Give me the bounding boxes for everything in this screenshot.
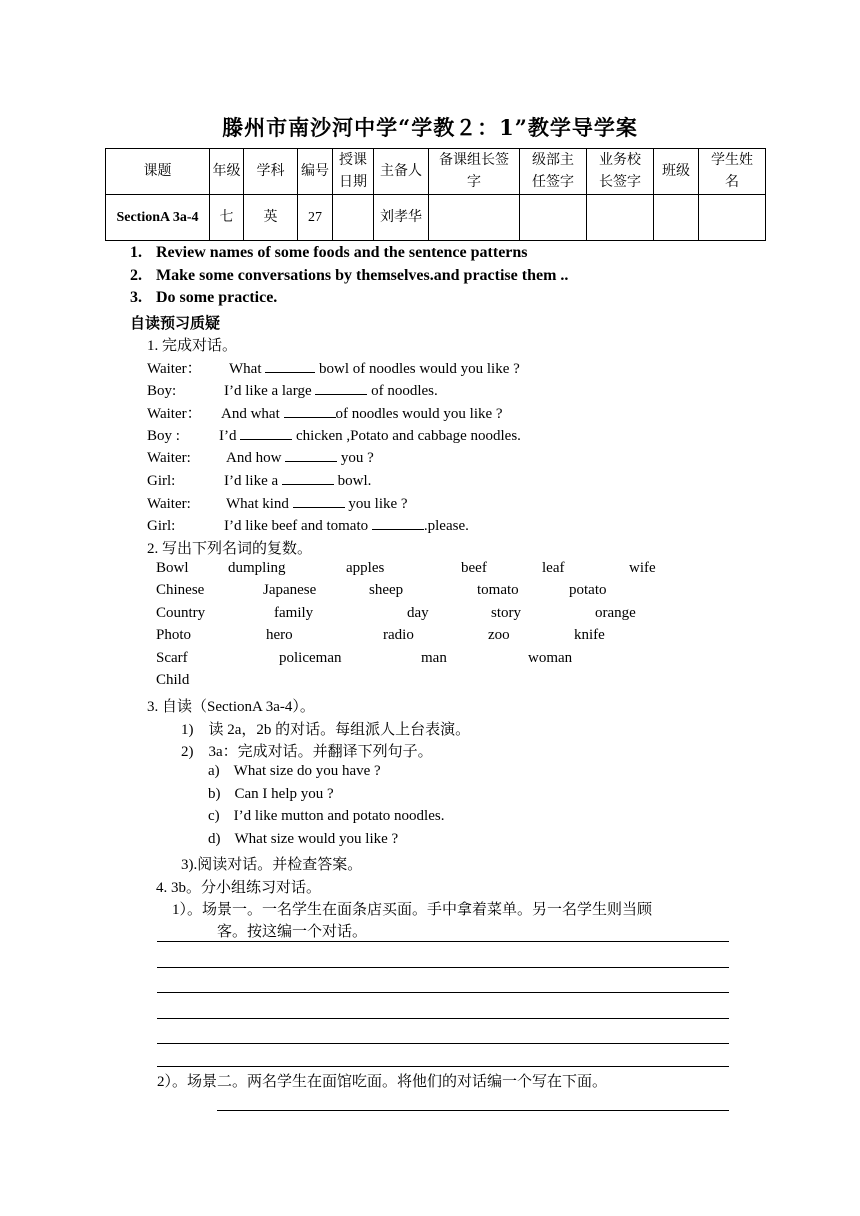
part4-title: 4. 3b。分小组练习对话。 bbox=[156, 880, 322, 896]
sentence-text: What size do you have ? bbox=[233, 763, 381, 779]
word-row bbox=[156, 560, 716, 582]
subitem-text: 3a：完成对话。并翻译下列句子。 bbox=[208, 744, 433, 760]
speaker-label: Waiter: bbox=[147, 496, 191, 512]
word-item: Bowl bbox=[156, 560, 189, 576]
blank-line[interactable] bbox=[372, 515, 424, 530]
word-row bbox=[156, 582, 716, 604]
word-item: wife bbox=[629, 560, 656, 576]
speaker-label: Waiter： bbox=[147, 406, 202, 422]
sentence-number: d) bbox=[208, 831, 221, 847]
blank-line[interactable] bbox=[282, 470, 334, 485]
dialogue-text: And how bbox=[226, 450, 286, 466]
dialogue-line bbox=[147, 425, 521, 445]
word-item: hero bbox=[266, 627, 293, 643]
sentence-number: c) bbox=[208, 808, 220, 824]
value-cell-class bbox=[654, 195, 699, 241]
sentence-text: What size would you like ? bbox=[234, 831, 399, 847]
dialogue-text: bowl. bbox=[333, 473, 372, 489]
word-item: woman bbox=[528, 650, 573, 666]
dialogue-text: I’d like a large bbox=[224, 383, 316, 399]
dialogue-line bbox=[147, 402, 503, 423]
dialogue-text: I’d like beef and tomato bbox=[224, 518, 372, 534]
word-item: potato bbox=[569, 582, 607, 598]
header-cell-director: 级部主任签字 bbox=[520, 149, 587, 195]
value-row bbox=[106, 195, 766, 241]
dialogue-line bbox=[147, 447, 374, 467]
word-item: orange bbox=[595, 605, 636, 621]
word-item: Chinese bbox=[156, 582, 205, 598]
value-cell-principal bbox=[587, 195, 654, 241]
word-row bbox=[156, 605, 716, 627]
header-cell-principal: 业务校长签字 bbox=[587, 149, 654, 195]
blank-line[interactable] bbox=[315, 380, 367, 395]
objective-text: Do some practice. bbox=[156, 289, 278, 306]
value-cell-director bbox=[520, 195, 587, 241]
scene1-instruction-cont: 客。按这编一个对话。 bbox=[217, 924, 368, 940]
value-cell-subject: 英 bbox=[244, 195, 298, 241]
speaker-label: Waiter： bbox=[147, 361, 202, 377]
word-row bbox=[156, 627, 716, 649]
objective-number: 2. bbox=[130, 267, 142, 284]
header-cell-preparer: 主备人 bbox=[374, 149, 429, 195]
part3-subitem bbox=[181, 740, 433, 761]
word-item: knife bbox=[574, 627, 605, 643]
dialogue-text: chicken ,Potato and cabbage noodles. bbox=[292, 428, 521, 444]
word-item: dumpling bbox=[228, 560, 286, 576]
word-item: story bbox=[491, 605, 521, 621]
sentence-number: a) bbox=[208, 763, 220, 779]
value-cell-date bbox=[333, 195, 374, 241]
section-heading: 自读预习质疑 bbox=[130, 314, 221, 332]
dialogue-text: What bbox=[229, 361, 266, 377]
subitem-text: 读 2a，2b 的对话。每组派人上台表演。 bbox=[208, 722, 471, 738]
sentence-item bbox=[208, 831, 398, 848]
word-item: Photo bbox=[156, 627, 192, 643]
sentence-text: Can I help you ? bbox=[234, 786, 334, 802]
header-cell-student-name: 学生姓名 bbox=[699, 149, 766, 195]
header-cell-group-leader: 备课组长签字 bbox=[429, 149, 520, 195]
header-table bbox=[105, 148, 766, 241]
value-cell-student-name bbox=[699, 195, 766, 241]
dialogue-text: And what bbox=[221, 406, 284, 422]
speaker-label: Girl: bbox=[147, 518, 176, 534]
blank-line[interactable] bbox=[293, 493, 345, 508]
objective-text: Review names of some foods and the sentence patterns bbox=[156, 244, 528, 261]
word-item: radio bbox=[383, 627, 414, 643]
sentence-item bbox=[208, 763, 381, 780]
word-item: man bbox=[421, 650, 447, 666]
dialogue-text: of noodles. bbox=[367, 383, 438, 399]
part3-subitem bbox=[181, 718, 470, 739]
header-row bbox=[106, 149, 766, 195]
header-cell-grade: 年级 bbox=[210, 149, 244, 195]
sentence-text: I’d like mutton and potato noodles. bbox=[233, 808, 445, 824]
scene1-instruction: 1）。场景一。一名学生在面条店买面。手中拿着菜单。另一名学生则当顾 bbox=[172, 902, 653, 918]
word-item: leaf bbox=[542, 560, 565, 576]
speaker-label: Boy: bbox=[147, 383, 177, 399]
dialogue-text: you like ? bbox=[344, 496, 408, 512]
part3-title: 3. 自读（SectionA 3a-4）。 bbox=[147, 699, 315, 715]
dialogue-text: I’d like a bbox=[224, 473, 282, 489]
answer-line[interactable] bbox=[157, 1066, 729, 1067]
word-item: sheep bbox=[369, 582, 404, 598]
word-item: day bbox=[407, 605, 429, 621]
answer-line[interactable] bbox=[157, 967, 729, 968]
answer-line[interactable] bbox=[157, 992, 729, 993]
dialogue-text: of noodles would you like ? bbox=[335, 406, 503, 422]
blank-line[interactable] bbox=[284, 403, 336, 418]
dialogue-line bbox=[147, 357, 520, 378]
subitem-number: 1) bbox=[181, 722, 194, 738]
dialogue-text: bowl of noodles would you like ? bbox=[315, 361, 520, 377]
word-item: beef bbox=[461, 560, 487, 576]
objective-number: 1. bbox=[130, 244, 142, 261]
objective-item bbox=[130, 244, 528, 262]
word-item: zoo bbox=[488, 627, 510, 643]
dialogue-text: What kind bbox=[226, 496, 293, 512]
speaker-label: Waiter: bbox=[147, 450, 191, 466]
speaker-label: Girl: bbox=[147, 473, 176, 489]
blank-line[interactable] bbox=[240, 425, 292, 440]
dialogue-text: you ? bbox=[337, 450, 374, 466]
word-item: Scarf bbox=[156, 650, 188, 666]
dialogue-line bbox=[147, 493, 408, 513]
objective-number: 3. bbox=[130, 289, 142, 306]
blank-line[interactable] bbox=[265, 358, 315, 373]
word-item: Japanese bbox=[263, 582, 317, 598]
answer-line[interactable] bbox=[157, 941, 729, 942]
page-title: 滕州市南沙河中学“学教２：1”教学导学案 bbox=[222, 115, 638, 140]
word-item: policeman bbox=[279, 650, 342, 666]
sentence-number: b) bbox=[208, 786, 221, 802]
dialogue-text: .please. bbox=[423, 518, 469, 534]
speaker-label: Boy : bbox=[147, 428, 180, 444]
value-cell-topic: SectionA 3a-4 bbox=[106, 195, 210, 241]
header-cell-topic: 课题 bbox=[106, 149, 210, 195]
part1-title: 1. 完成对话。 bbox=[147, 338, 238, 354]
objective-item bbox=[130, 267, 568, 285]
word-item: apples bbox=[346, 560, 385, 576]
word-item: tomato bbox=[477, 582, 519, 598]
part3-subitem: 3).阅读对话。并检查答案。 bbox=[181, 857, 363, 873]
scene2-instruction: 2）。场景二。两名学生在面馆吃面。将他们的对话编一个写在下面。 bbox=[157, 1074, 608, 1090]
objective-text: Make some conversations by themselves.and practise them .. bbox=[156, 267, 569, 284]
header-cell-number: 编号 bbox=[298, 149, 333, 195]
word-item: Country bbox=[156, 605, 206, 621]
answer-line[interactable] bbox=[157, 1018, 729, 1019]
value-cell-preparer: 刘孝华 bbox=[374, 195, 429, 241]
part2-title: 2. 写出下列名词的复数。 bbox=[147, 541, 313, 557]
dialogue-text: I’d bbox=[219, 428, 241, 444]
dialogue-line bbox=[147, 515, 469, 535]
subitem-number: 2) bbox=[181, 744, 194, 760]
blank-line[interactable] bbox=[285, 447, 337, 462]
header-cell-date: 授课日期 bbox=[333, 149, 374, 195]
value-cell-number: 27 bbox=[298, 195, 333, 241]
header-cell-subject: 学科 bbox=[244, 149, 298, 195]
value-cell-group-leader bbox=[429, 195, 520, 241]
value-cell-grade: 七 bbox=[210, 195, 244, 241]
dialogue-line bbox=[147, 470, 371, 490]
answer-line[interactable] bbox=[217, 1110, 729, 1111]
dialogue-line bbox=[147, 380, 438, 400]
sentence-item bbox=[208, 786, 334, 803]
answer-line[interactable] bbox=[157, 1043, 729, 1044]
header-cell-class: 班级 bbox=[654, 149, 699, 195]
sentence-item bbox=[208, 808, 444, 825]
objective-item bbox=[130, 289, 277, 307]
word-item: Child bbox=[156, 672, 190, 688]
word-row bbox=[156, 650, 716, 672]
word-item: family bbox=[274, 605, 314, 621]
